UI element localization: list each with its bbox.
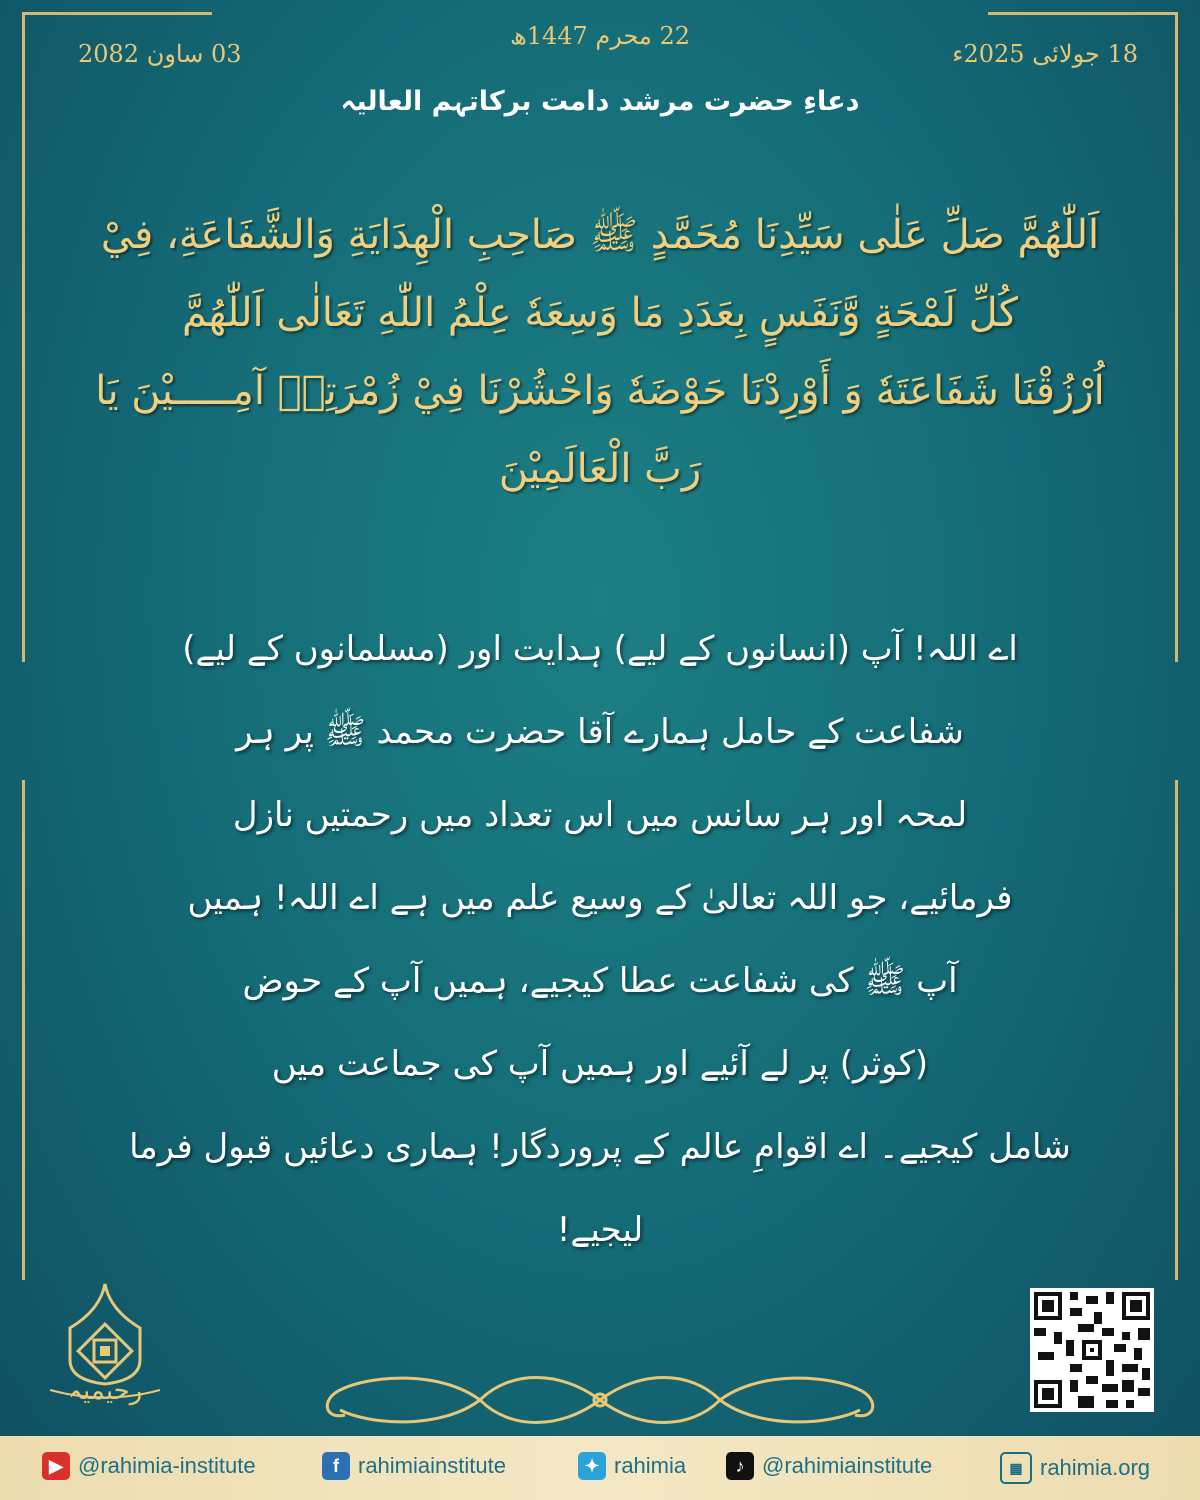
arabic-line: كُلِّ لَمْحَةٍ وَّنَفَسٍ بِعَدَدِ مَا وَسِعَهٗ عِلْمُ اللّٰهِ تَعَالٰى اَللّٰهُمَّ	[182, 290, 1018, 336]
bikrami-date: 03 ساون 2082	[78, 40, 242, 68]
hijri-date: 22 محرم 1447ھ	[509, 22, 691, 50]
urdu-translation	[120, 608, 1080, 1272]
tiktok-label: @rahimiainstitute	[762, 1453, 933, 1478]
youtube-icon: ▶	[42, 1452, 70, 1480]
web-icon: ▦	[1000, 1452, 1032, 1484]
urdu-line: شامل کیجیے۔ اے اقوامِ عالم کے پروردگار! ہماری دعائیں قبول فرما	[129, 1127, 1071, 1167]
arabic-dua	[70, 196, 1130, 508]
qr-icon	[1030, 1288, 1154, 1412]
ornament-divider	[300, 1360, 900, 1440]
youtube-label: @rahimia-institute	[78, 1453, 256, 1478]
urdu-line: آپ ﷺ کی شفاعت عطا کیجیے، ہمیں آپ کے حوض	[242, 961, 958, 1001]
rahimia-logo	[40, 1280, 170, 1430]
twitter-icon: ✦	[578, 1452, 606, 1480]
arabic-line: اُرْزُقْنَا شَفَاعَتَهٗ وَ أَوْرِدْنَا حَوْضَهٗ وَاحْشُرْنَا فِيْ زُمْرَتِهٖ آمِـــــيْنَ يَا	[95, 368, 1105, 414]
frame-right-lower	[1175, 780, 1178, 1280]
arabic-line: اَللّٰهُمَّ صَلِّ عَلٰى سَيِّدِنَا مُحَمَّدٍ ﷺ صَاحِبِ الْهِدَايَةِ وَالشَّفَاعَةِ، فِيْ	[100, 212, 1100, 258]
arabic-line: رَبَّ الْعَالَمِيْنَ	[498, 446, 702, 492]
urdu-line: فرمائیے، جو اللہ تعالیٰ کے وسیع علم میں ہے اے اللہ! ہمیں	[187, 878, 1013, 918]
rahimia-emblem-icon	[40, 1280, 170, 1430]
frame-top-right	[988, 12, 1178, 15]
tiktok-link[interactable]	[726, 1452, 932, 1480]
urdu-line: (کوثر) پر لے آئیے اور ہمیں آپ کی جماعت میں	[271, 1044, 929, 1084]
urdu-line: لیجیے!	[556, 1210, 644, 1250]
twitter-link[interactable]	[578, 1452, 686, 1480]
twitter-label: rahimia	[614, 1453, 687, 1478]
urdu-line: لمحہ اور ہر سانس میں اس تعداد میں رحمتیں نازل	[232, 795, 968, 835]
logo-text: رحیمیہ	[67, 1376, 143, 1406]
facebook-label: rahimiainstitute	[358, 1453, 506, 1478]
page-title: دعاءِ حضرت مرشد دامت برکاتہم العالیہ	[340, 86, 860, 117]
urdu-line: شفاعت کے حامل ہمارے آقا حضرت محمد ﷺ پر ہر	[236, 712, 964, 752]
facebook-icon: f	[322, 1452, 350, 1480]
tiktok-icon: ♪	[726, 1452, 754, 1480]
frame-top-left	[22, 12, 212, 15]
frame-left-lower	[22, 780, 25, 1280]
youtube-link[interactable]	[42, 1452, 256, 1480]
urdu-line: اے اللہ! آپ (انسانوں کے لیے) ہدایت اور (مسلمانوں کے لیے)	[182, 629, 1018, 669]
website-label: rahimia.org	[1040, 1455, 1151, 1480]
website-link[interactable]	[1000, 1452, 1150, 1484]
qr-code[interactable]	[1030, 1288, 1154, 1412]
gregorian-date: 18 جولائی 2025ء	[952, 40, 1138, 68]
facebook-link[interactable]	[322, 1452, 506, 1480]
